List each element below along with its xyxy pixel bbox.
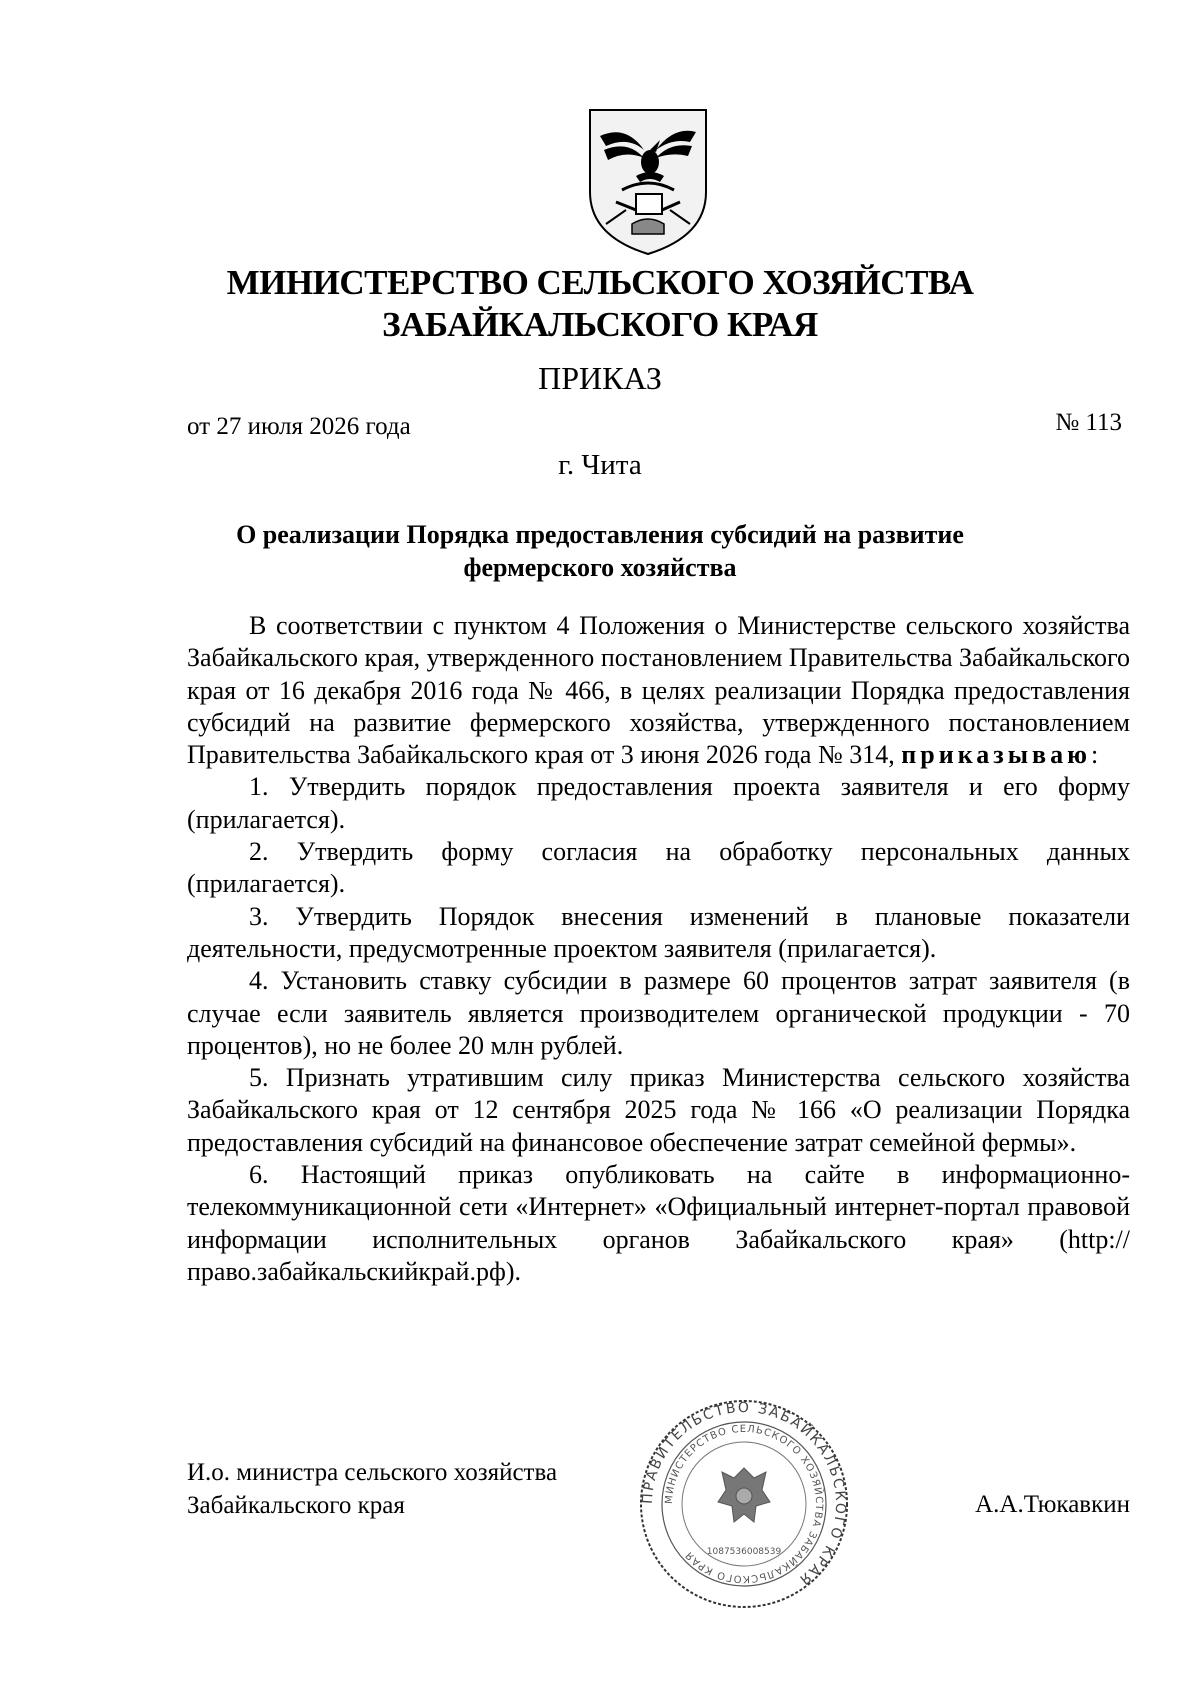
official-seal-icon [638,1398,850,1610]
subject-line1: О реализации Порядка предоставления субсидий на развитие [236,520,964,549]
coat-of-arms-icon [586,106,710,256]
seal-inner-text: МИНИСТЕРСТВО СЕЛЬСКОГО ХОЗЯЙСТВА ЗАБАЙКАЛЬСКОГО КРАЯ [663,1423,825,1585]
seal-ogrn: 1087536008539 [706,1547,782,1557]
order-item-5: 5. Признать утратившим силу приказ Министерства сельского хозяйства Забайкальского края от 12 сентября 2025 года № 166 «О реализации Порядка предоставления субсидий на финансовое обеспечение затрат семейной фермы». [187,1063,1130,1157]
document-number: № 113 [1055,409,1122,436]
ministry-name-line2: ЗАБАЙКАЛЬСКОГО КРАЯ [382,305,818,344]
signatory-title [187,1456,557,1522]
preamble-text: В соответствии с пунктом 4 Положения о Министерстве сельского хозяйства Забайкальского края, утвержденного постановлением Правительства Забайкальского края от 16 декабря 2016 года № 466, в целях реализации Порядка предоставления субсидий на развитие фермерского хозяйства, утвержденного постановлением Правительства Забайкальского края от 3 июня 2026 года № 314, [187,611,1130,770]
document-date: от 27 июля 2026 года [187,413,411,440]
order-word: приказываю [901,740,1091,770]
preamble-colon: : [1090,740,1099,770]
seal-outer-text: ПРАВИТЕЛЬСТВО ЗАБАЙКАЛЬСКОГО КРАЯ [639,1399,849,1589]
subject-line2: фермерского хозяйства [463,553,737,582]
signatory-name: А.А.Тюкавкин [975,1491,1130,1518]
order-item-2: 2. Утвердить форму согласия на обработку персональных данных (прилагается). [187,837,1130,899]
preamble-paragraph [187,610,1130,771]
order-item-1: 1. Утвердить порядок предоставления проекта заявителя и его форму (прилагается). [187,772,1130,834]
ministry-name-line1: МИНИСТЕРСТВО СЕЛЬСКОГО ХОЗЯЙСТВА [226,263,974,302]
order-item-6: 6. Настоящий приказ опубликовать на сайте в информационно-телекоммуникационной сети «Интернет» «Официальный интернет-портал правовой информации исполнительных органов Забайкальского края» (http://право.забайкальскийкрай.рф). [187,1160,1130,1286]
signatory-title-line2: Забайкальского края [187,1492,405,1519]
document-subject [160,518,1040,584]
ministry-name [0,262,1200,346]
order-item-3: 3. Утвердить Порядок внесения изменений в плановые показатели деятельности, предусмотренные проектом заявителя (прилагается). [187,901,1130,963]
document-city: г. Чита [558,449,642,481]
signatory-title-line1: И.о. министра сельского хозяйства [187,1459,558,1486]
document-type: ПРИКАЗ [538,360,662,396]
order-item-4: 4. Установить ставку субсидии в размере 60 процентов затрат заявителя (в случае если заявитель является производителем органической продукции - 70 процентов), но не более 20 млн рублей. [187,966,1130,1060]
document-body [187,610,1130,1288]
